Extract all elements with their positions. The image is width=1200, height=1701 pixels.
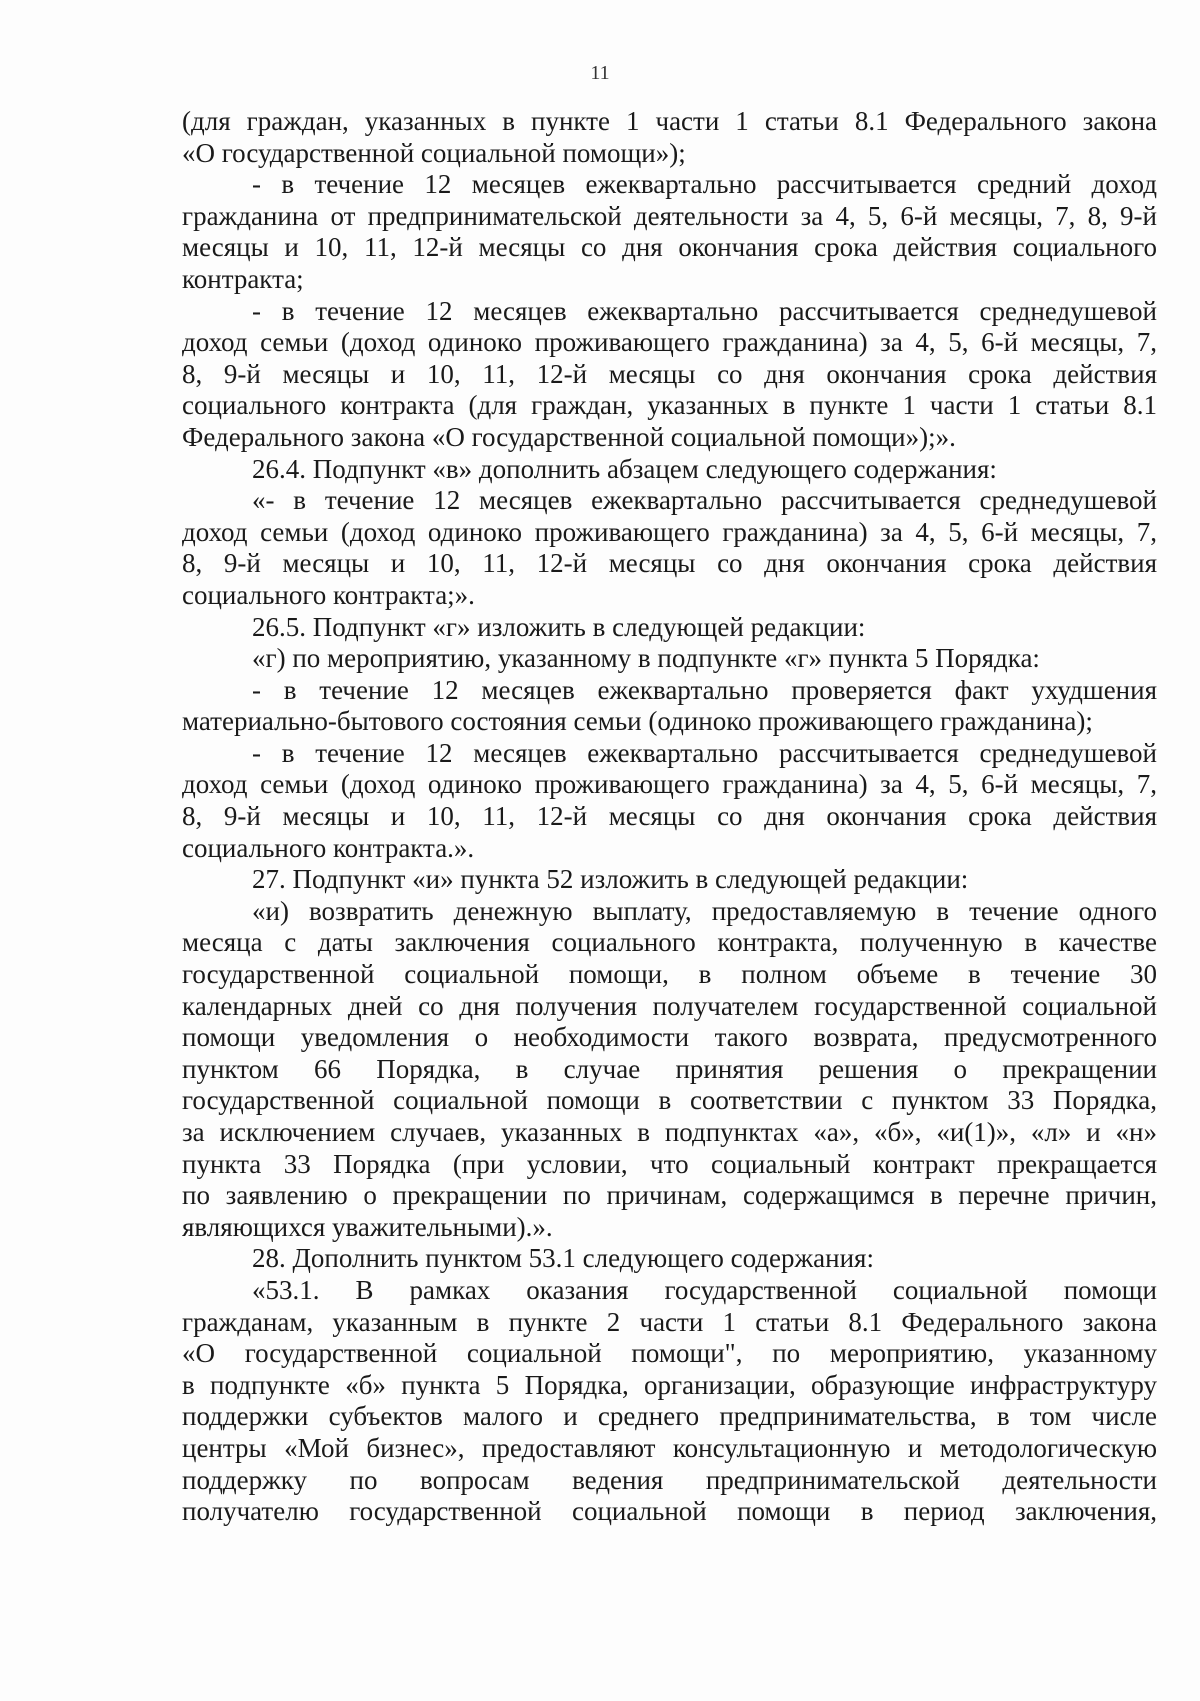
text-line: 27. Подпункт «и» пункта 52 изложить в следующей редакции: <box>252 864 969 895</box>
text-line: 26.4. Подпункт «в» дополнить абзацем следующего содержания: <box>252 453 997 484</box>
text-line: по заявлению о прекращении по причинам, содержащимся в перечне причин, <box>182 1180 1157 1211</box>
text-line: месяцы и 10, 11, 12-й месяцы со дня окончания срока действия социального <box>182 232 1157 263</box>
text-line: 8, 9-й месяцы и 10, 11, 12-й месяцы со дня окончания срока действия <box>182 801 1157 832</box>
text-line: 8, 9-й месяцы и 10, 11, 12-й месяцы со дня окончания срока действия <box>182 548 1157 579</box>
text-line: «и) возвратить денежную выплату, предоставляемую в течение одного <box>252 895 1157 926</box>
text-line: социального контракта (для граждан, указанных в пункте 1 части 1 статьи 8.1 <box>182 390 1157 421</box>
text-line: социального контракта.». <box>182 832 475 863</box>
text-line: 26.5. Подпункт «г» изложить в следующей редакции: <box>252 611 866 642</box>
text-line: - в течение 12 месяцев ежеквартально рассчитывается среднедушевой <box>252 295 1157 326</box>
text-line: поддержки субъектов малого и среднего предпринимательства, в том числе <box>182 1401 1157 1432</box>
text-line: пункта 33 Порядка (при условии, что социальный контракт прекращается <box>182 1148 1157 1179</box>
text-line: «- в течение 12 месяцев ежеквартально рассчитывается среднедушевой <box>252 485 1157 516</box>
text-line: доход семьи (доход одиноко проживающего гражданина) за 4, 5, 6-й месяцы, 7, <box>182 516 1157 547</box>
text-line: «О государственной социальной помощи»); <box>182 137 686 168</box>
text-line: государственной социальной помощи в соответствии с пунктом 33 Порядка, <box>182 1085 1157 1116</box>
text-line: помощи уведомления о необходимости такого возврата, предусмотренного <box>182 1022 1157 1053</box>
text-line: «53.1. В рамках оказания государственной социальной помощи <box>252 1274 1157 1305</box>
text-line: «О государственной социальной помощи", по мероприятию, указанному <box>182 1338 1157 1369</box>
text-line: - в течение 12 месяцев ежеквартально рассчитывается среднедушевой <box>252 737 1157 768</box>
text-line: получателю государственной социальной помощи в период заключения, <box>182 1496 1157 1527</box>
text-line: социального контракта;». <box>182 579 475 610</box>
text-line: «г) по мероприятию, указанному в подпункте «г» пункта 5 Порядка: <box>252 643 1040 674</box>
text-line: Федерального закона «О государственной социальной помощи»);». <box>182 421 956 452</box>
text-line: (для граждан, указанных в пункте 1 части 1 статьи 8.1 Федерального закона <box>182 106 1157 136</box>
text-line: государственной социальной помощи, в полном объеме в течение 30 <box>182 959 1157 990</box>
document-body <box>182 106 1157 1528</box>
text-line: - в течение 12 месяцев ежеквартально рассчитывается средний доход <box>252 169 1157 200</box>
text-line: календарных дней со дня получения получателем государственной социальной <box>182 990 1157 1021</box>
text-line: гражданина от предпринимательской деятельности за 4, 5, 6-й месяцы, 7, 8, 9-й <box>182 200 1157 231</box>
text-line: доход семьи (доход одиноко проживающего гражданина) за 4, 5, 6-й месяцы, 7, <box>182 327 1157 358</box>
page-number: 11 <box>590 62 610 84</box>
text-line: контракта; <box>182 263 304 294</box>
text-line: 8, 9-й месяцы и 10, 11, 12-й месяцы со дня окончания срока действия <box>182 358 1157 389</box>
text-line: поддержку по вопросам ведения предпринимательской деятельности <box>182 1464 1157 1495</box>
text-line: доход семьи (доход одиноко проживающего гражданина) за 4, 5, 6-й месяцы, 7, <box>182 769 1157 800</box>
text-line: материально-бытового состояния семьи (одиноко проживающего гражданина); <box>182 706 1093 737</box>
text-line: гражданам, указанным в пункте 2 части 1 статьи 8.1 Федерального закона <box>182 1306 1157 1337</box>
text-line: - в течение 12 месяцев ежеквартально проверяется факт ухудшения <box>252 674 1157 705</box>
text-line: в подпункте «б» пункта 5 Порядка, организации, образующие инфраструктуру <box>182 1369 1157 1400</box>
text-line: пунктом 66 Порядка, в случае принятия решения о прекращении <box>182 1053 1157 1084</box>
text-line: месяца с даты заключения социального контракта, полученную в качестве <box>182 927 1157 958</box>
text-line: 28. Дополнить пунктом 53.1 следующего содержания: <box>252 1243 874 1274</box>
text-line: центры «Мой бизнес», предоставляют консультационную и методологическую <box>182 1432 1157 1463</box>
text-line: за исключением случаев, указанных в подпунктах «а», «б», «и(1)», «л» и «н» <box>182 1117 1157 1147</box>
text-line: являющихся уважительными).». <box>182 1211 553 1242</box>
